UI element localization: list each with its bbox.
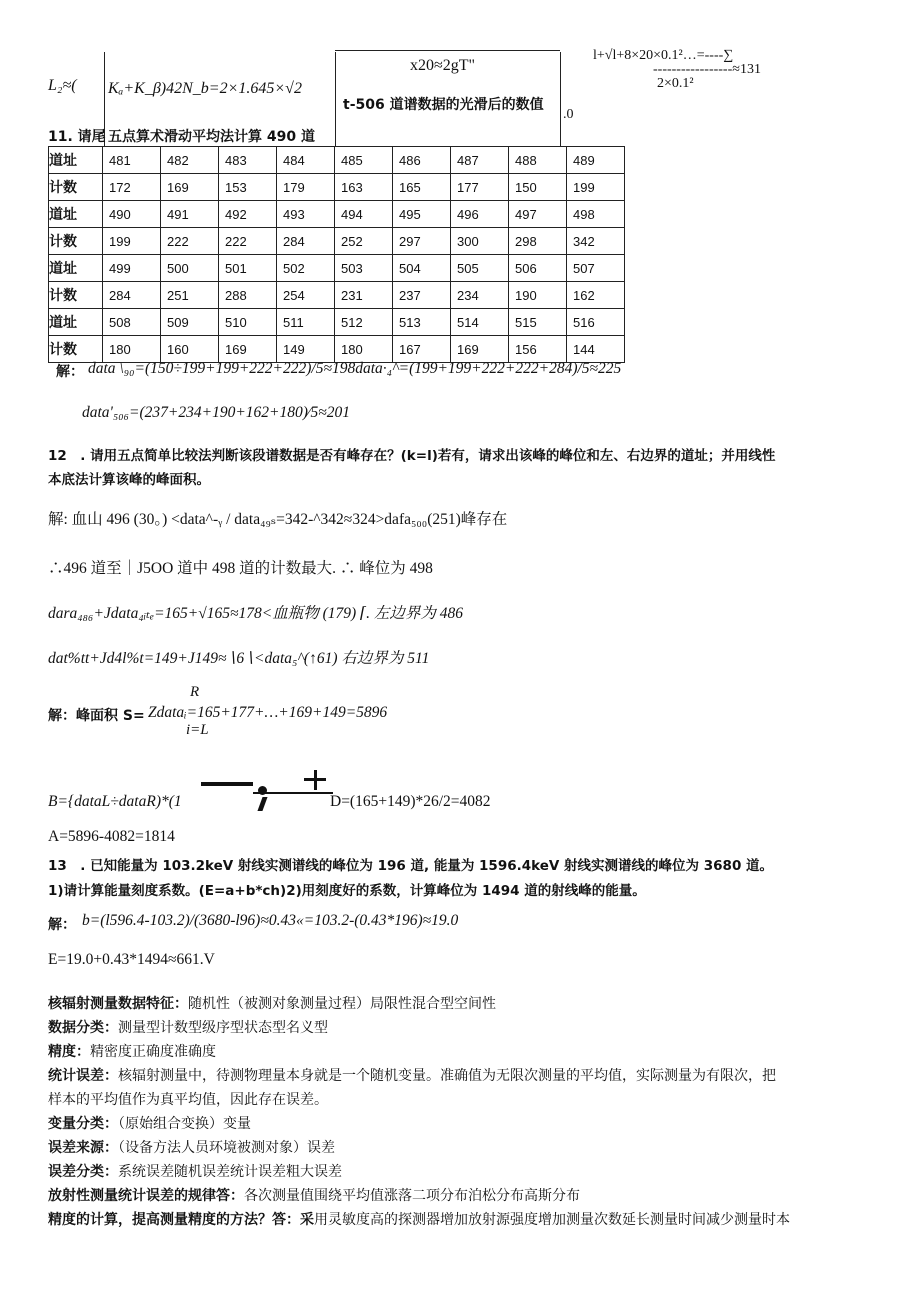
glossary-line <box>48 1185 580 1205</box>
table-cell: 144 <box>567 336 625 363</box>
glossary-text: 核辐射测量中，待测物理量本身就是一个随机变量。准确值为无限次测量的平均值，实际测量为有限次，把 <box>118 1068 776 1084</box>
channel-count-table <box>48 146 625 363</box>
glossary-text: 各次测量值围绕平均值涨落二项分布泊松分布高斯分布 <box>244 1188 580 1204</box>
glossary-line <box>48 1137 335 1157</box>
background-formula-right: D=(165+149)*26/2=4082 <box>330 793 491 810</box>
glossary-line <box>48 1113 251 1133</box>
glossary-key: 精度的计算，提高测量精度的方法？答：采 <box>48 1212 314 1228</box>
glossary-key: 变量分类： <box>48 1116 118 1132</box>
table-cell: 169 <box>219 336 277 363</box>
table-cell: 149 <box>277 336 335 363</box>
table-cell: 288 <box>219 282 277 309</box>
glossary-text: （原始组合变换）变量 <box>118 1116 251 1132</box>
table-cell: 254 <box>277 282 335 309</box>
problem-12-line2: 本底法计算该峰的峰面积。 <box>48 472 210 488</box>
problem-11-number: 11. 请尾 <box>48 129 106 145</box>
problem-12-solution-3: dara₄₈₆+Jdata₄ᵢₜₑ=165+√165≈178<血瓶物 (179) ⌈. 左边界为 486 <box>48 605 463 622</box>
glossary-key: 误差分类： <box>48 1164 118 1180</box>
table-cell: 498 <box>567 201 625 228</box>
table-cell: 153 <box>219 174 277 201</box>
glossary-key: 放射性测量统计误差的规律答： <box>48 1188 244 1204</box>
right-formula-denominator: 2×0.1² <box>657 76 694 91</box>
table-cell: 297 <box>393 228 451 255</box>
glossary-line <box>48 1209 790 1229</box>
glossary-line <box>48 993 496 1013</box>
row-label: 计数 <box>49 282 103 309</box>
table-cell: 499 <box>103 255 161 282</box>
glossary-key: 误差来源： <box>48 1140 118 1156</box>
glossary-key: 统计误差： <box>48 1068 118 1084</box>
glossary-line <box>48 1161 342 1181</box>
table-cell: 150 <box>509 174 567 201</box>
row-label: 计数 <box>49 228 103 255</box>
table-cell: 177 <box>451 174 509 201</box>
top-box-top-border <box>335 50 560 51</box>
table-cell: 234 <box>451 282 509 309</box>
box-caption: t-506 道谱数据的光滑后的数值 <box>343 97 544 113</box>
table-cell: 484 <box>277 147 335 174</box>
row-label: 道址 <box>49 255 103 282</box>
table-row <box>49 174 625 201</box>
peak-area-label: 解：峰面积 S= <box>48 708 145 724</box>
table-cell: 514 <box>451 309 509 336</box>
table-cell: 510 <box>219 309 277 336</box>
table-cell: 165 <box>393 174 451 201</box>
solution-11-label: 解： <box>56 364 84 380</box>
glossary-key: 精度： <box>48 1044 90 1060</box>
problem-13-solution-2: E=19.0+0.43*1494≈661.V <box>48 951 215 968</box>
table-cell: 483 <box>219 147 277 174</box>
table-cell: 199 <box>103 228 161 255</box>
peak-area-formula: Zdataᵢ=165+177+…+169+149=5896 <box>148 704 388 721</box>
top-frame-right-border <box>560 52 561 146</box>
table-cell: 495 <box>393 201 451 228</box>
semicolon-glyph-tail <box>257 797 267 811</box>
glossary-text: 随机性（被测对象测量过程）局限性混合型空间性 <box>188 996 496 1012</box>
fraction-rule-glyph <box>253 792 333 794</box>
table-cell: 504 <box>393 255 451 282</box>
table-cell: 503 <box>335 255 393 282</box>
table-cell: 222 <box>161 228 219 255</box>
glossary-key: 核辐射测量数据特征： <box>48 996 188 1012</box>
table-cell: 169 <box>451 336 509 363</box>
solution-11-line1: data \₉₀=(150÷199+199+222+222)/5≈198data∙₄^=(199+199+222+222+284)/5≈225 <box>88 360 622 377</box>
sum-lower-limit: i=L <box>186 722 209 738</box>
table-cell: 167 <box>393 336 451 363</box>
glossary-line <box>48 1089 328 1109</box>
table-cell: 156 <box>509 336 567 363</box>
sum-upper-limit: R <box>190 684 200 700</box>
row-label: 道址 <box>49 147 103 174</box>
table-cell: 487 <box>451 147 509 174</box>
table-cell: 162 <box>567 282 625 309</box>
problem-12-solution-4: dat%tt+Jd4l%t=149+J149≈∖6∖<data₅^(↑61) 右边界为 511 <box>48 650 430 667</box>
plus-glyph-v <box>314 770 317 790</box>
table-cell: 508 <box>103 309 161 336</box>
table-cell: 489 <box>567 147 625 174</box>
table-cell: 237 <box>393 282 451 309</box>
glossary-line <box>48 1065 776 1085</box>
problem-13-line1: 13 . 已知能量为 103.2keV 射线实测谱线的峰位为 196 道, 能量为 1596.4keV 射线实测谱线的峰位为 3680 道。 <box>48 858 774 874</box>
table-row <box>49 255 625 282</box>
table-cell: 179 <box>277 174 335 201</box>
table-cell: 300 <box>451 228 509 255</box>
glossary-key: 数据分类： <box>48 1020 118 1036</box>
table-cell: 222 <box>219 228 277 255</box>
table-cell: 488 <box>509 147 567 174</box>
table-cell: 506 <box>509 255 567 282</box>
problem-12-solution-2: ∴496 道至｜J5OO 道中 498 道的计数最大. ∴ 峰位为 498 <box>48 560 433 577</box>
problem-12-solution-1: 解: 血山 496 (30。) <data^-ᵧ / data₄₉ₛ=342-^342≈324>dafa₅₀₀(251)峰存在 <box>48 511 508 528</box>
problem-11-text: 五点算术滑动平均法计算 490 道 <box>108 129 315 145</box>
table-cell: 252 <box>335 228 393 255</box>
table-cell: 163 <box>335 174 393 201</box>
table-cell: 190 <box>509 282 567 309</box>
glossary-text: 系统误差随机误差统计误差粗大误差 <box>118 1164 342 1180</box>
table-cell: 490 <box>103 201 161 228</box>
table-cell: 491 <box>161 201 219 228</box>
fraction-bar-glyph <box>201 782 253 786</box>
glossary-text: 精密度正确度准确度 <box>90 1044 216 1060</box>
table-cell: 298 <box>509 228 567 255</box>
background-formula-left: B={dataL÷dataR)*(1 <box>48 793 182 810</box>
glossary-text: 样本的平均值作为真平均值，因此存在误差。 <box>48 1092 328 1108</box>
table-cell: 516 <box>567 309 625 336</box>
table-cell: 284 <box>103 282 161 309</box>
table-cell: 509 <box>161 309 219 336</box>
right-formula-zero: .0 <box>563 107 574 122</box>
table-cell: 502 <box>277 255 335 282</box>
table-cell: 160 <box>161 336 219 363</box>
box-formula: x20≈2gT" <box>410 57 476 74</box>
table-row <box>49 147 625 174</box>
problem-13-solution-1: b=(l596.4-103.2)/(3680-l96)≈0.43«=103.2-(0.43*196)≈19.0 <box>82 912 459 929</box>
table-cell: 512 <box>335 309 393 336</box>
row-label: 道址 <box>49 309 103 336</box>
table-cell: 180 <box>103 336 161 363</box>
table-cell: 505 <box>451 255 509 282</box>
row-label: 道址 <box>49 201 103 228</box>
table-cell: 496 <box>451 201 509 228</box>
glossary-line <box>48 1041 216 1061</box>
table-cell: 515 <box>509 309 567 336</box>
table-cell: 511 <box>277 309 335 336</box>
problem-12-line1: 12 . 请用五点简单比较法判断该段谱数据是否有峰存在？(k=l)若有，请求出该峰的峰位和左、右边界的道址；并用线性 <box>48 448 776 464</box>
table-cell: 497 <box>509 201 567 228</box>
problem-13-solution-label: 解： <box>48 917 76 933</box>
table-cell: 180 <box>335 336 393 363</box>
row-label: 计数 <box>49 336 103 363</box>
glossary-text: （设备方法人员环境被测对象）误差 <box>118 1140 335 1156</box>
table-row <box>49 309 625 336</box>
solution-11-line2: data'₅₀₆=(237+234+190+162+180)⁄5≈201 <box>82 404 351 421</box>
table-cell: 486 <box>393 147 451 174</box>
table-row <box>49 228 625 255</box>
l2-formula: L₂≈( <box>48 77 77 94</box>
right-formula-dash: -----------------≈131 <box>653 62 761 77</box>
table-cell: 513 <box>393 309 451 336</box>
glossary-text: 测量型计数型级序型状态型名义型 <box>118 1020 328 1036</box>
table-cell: 485 <box>335 147 393 174</box>
k-formula: Kₐ+K_β)42N_b=2×1.645×√2 <box>108 80 302 97</box>
row-label: 计数 <box>49 174 103 201</box>
table-cell: 231 <box>335 282 393 309</box>
top-frame-mid-border <box>335 52 336 146</box>
glossary-text: 用灵敏度高的探测器增加放射源强度增加测量次数延长测量时间减少测量时本 <box>314 1212 790 1228</box>
table-row <box>49 336 625 363</box>
right-formula-top: l+√l+8×20×0.1²…=----∑ <box>593 48 734 63</box>
problem-13-line2: 1)请计算能量刻度系数。(E=a+b*ch)2)用刻度好的系数，计算峰位为 1494 道的射线峰的能量。 <box>48 883 646 899</box>
table-cell: 481 <box>103 147 161 174</box>
table-cell: 251 <box>161 282 219 309</box>
table-cell: 492 <box>219 201 277 228</box>
table-cell: 284 <box>277 228 335 255</box>
net-area-line: A=5896-4082=1814 <box>48 828 175 845</box>
table-cell: 199 <box>567 174 625 201</box>
table-cell: 342 <box>567 228 625 255</box>
table-cell: 494 <box>335 201 393 228</box>
table-cell: 507 <box>567 255 625 282</box>
table-cell: 500 <box>161 255 219 282</box>
table-cell: 169 <box>161 174 219 201</box>
table-row <box>49 282 625 309</box>
table-cell: 172 <box>103 174 161 201</box>
table-cell: 501 <box>219 255 277 282</box>
table-row <box>49 201 625 228</box>
glossary-line <box>48 1017 328 1037</box>
table-cell: 482 <box>161 147 219 174</box>
table-cell: 493 <box>277 201 335 228</box>
